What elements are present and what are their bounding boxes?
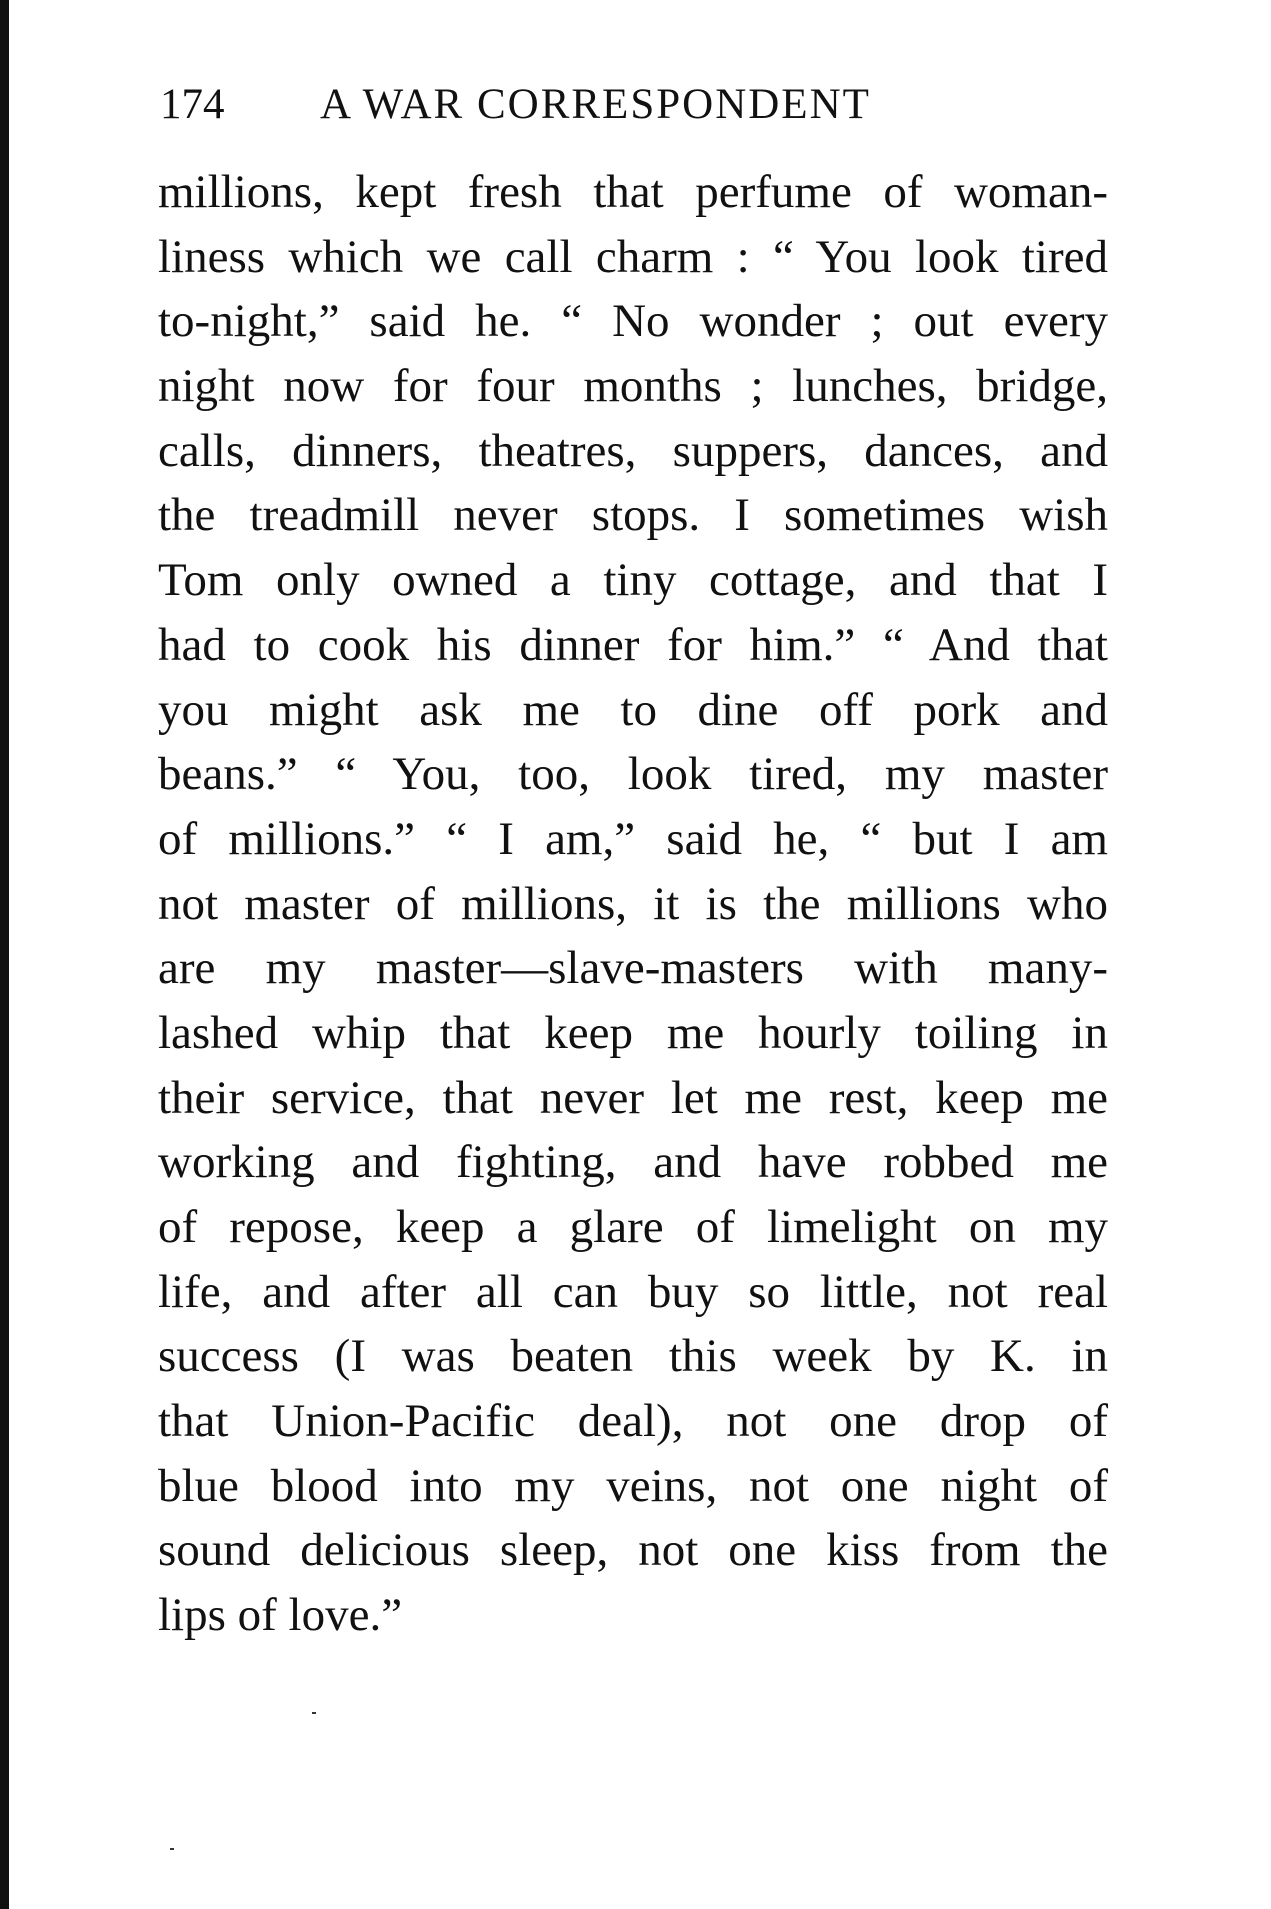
text-line: lips of love.” — [158, 1589, 403, 1642]
text-line: their service, that never let me rest, keep me — [158, 1071, 1108, 1124]
text-line: Tom only owned a tiny cottage, and that I — [158, 554, 1108, 607]
text-line: lashed whip that keep me hourly toiling in — [158, 1006, 1108, 1059]
text-line: life, and after all can buy so little, not real — [158, 1265, 1108, 1318]
text-line: beans.” “ You, too, look tired, my master — [158, 748, 1108, 801]
text-line: liness which we call charm : “ You look tired — [158, 230, 1108, 283]
text-line: of millions.” “ I am,” said he, “ but I am — [158, 812, 1108, 865]
running-head — [160, 80, 940, 140]
text-line: blue blood into my veins, not one night of — [158, 1459, 1108, 1512]
body-paragraph — [158, 160, 1108, 1648]
text-line: night now for four months ; lunches, bridge, — [158, 360, 1108, 413]
text-line: not master of millions, it is the millions who — [158, 877, 1108, 930]
text-line: working and fighting, and have robbed me — [158, 1136, 1108, 1189]
text-line: the treadmill never stops. I sometimes wish — [158, 489, 1108, 542]
text-line: to-night,” said he. “ No wonder ; out every — [158, 295, 1108, 348]
binding-edge — [0, 0, 9, 1909]
text-line: calls, dinners, theatres, suppers, dances, and — [158, 424, 1108, 477]
text-line: millions, kept fresh that perfume of woman- — [158, 166, 1108, 218]
text-line: sound delicious sleep, not one kiss from the — [158, 1524, 1108, 1577]
text-line: that Union-Pacific deal), not one drop of — [158, 1395, 1108, 1448]
print-speck — [312, 1712, 316, 1714]
print-speck — [170, 1848, 174, 1850]
text-line: of repose, keep a glare of limelight on my — [158, 1201, 1108, 1253]
text-line: are my master—slave-masters with many- — [158, 942, 1108, 995]
text-line: had to cook his dinner for him.” “ And that — [158, 618, 1108, 671]
text-line: you might ask me to dine off pork and — [158, 683, 1108, 736]
page-number: 174 — [160, 81, 225, 128]
running-title: A WAR CORRESPONDENT — [320, 81, 871, 128]
text-line: success (I was beaten this week by K. in — [158, 1330, 1108, 1383]
